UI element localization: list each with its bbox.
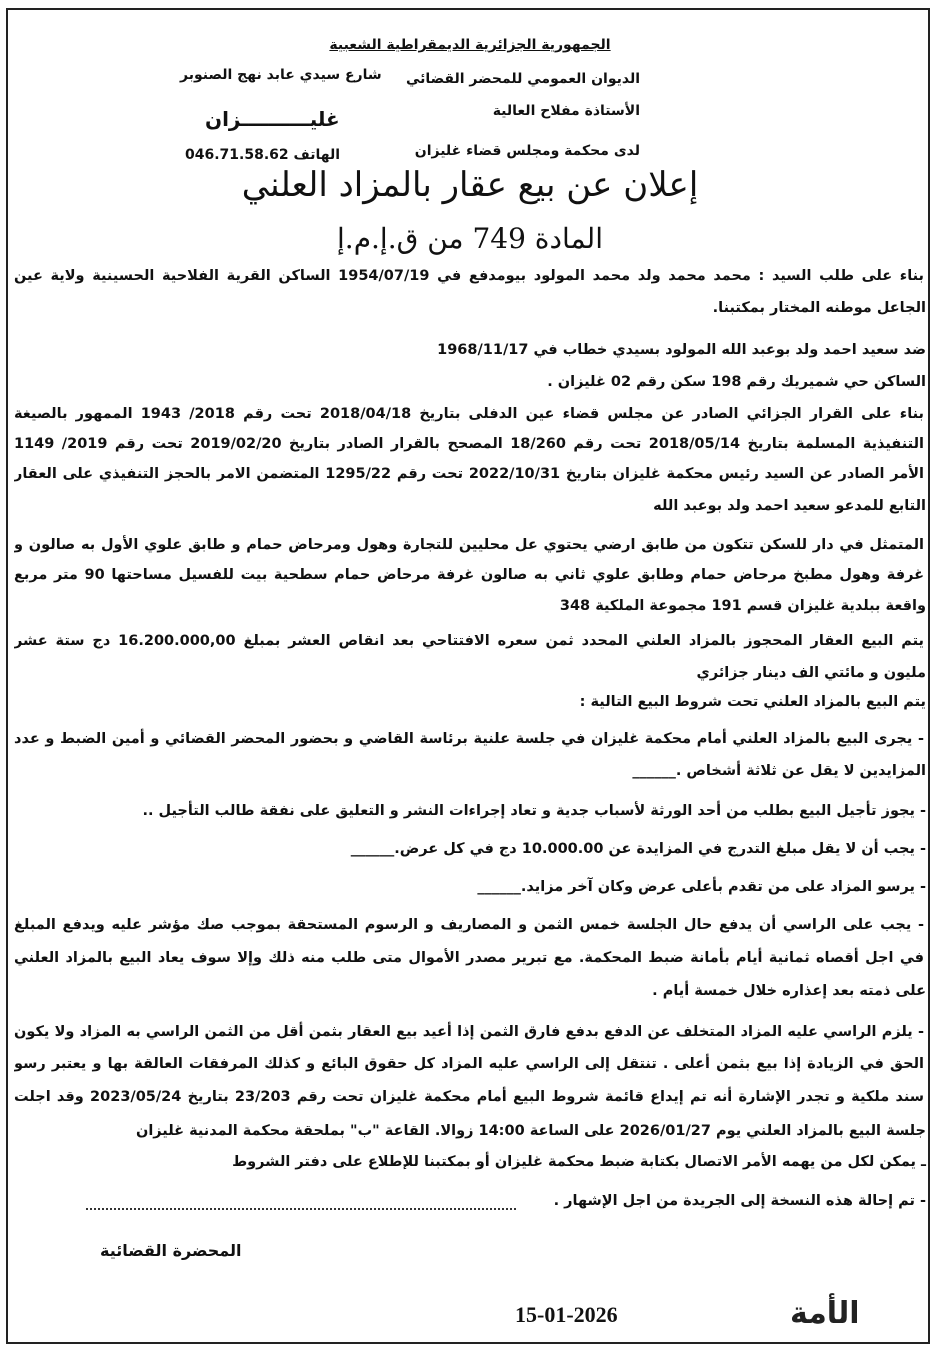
signature: المحضرة القضائية <box>100 1241 242 1260</box>
body-line: واقعة ببلدية غليزان قسم 191 مجموعة الملكية 348 <box>559 598 926 614</box>
body-line: المتمثل في دار للسكن تتكون من طابق ارضي يحتوي عل محليين للتجارة وهول ومرحاض حمام و طابق علوي الأول به صالون و <box>14 537 924 553</box>
body-line: سند ملكية و تجدر الإشارة أنه تم إيداع قائمة شروط البيع أمام محكمة غليزان تحت رقم 23/203 بتاريخ 2023/05/24 وقد اجلت <box>14 1089 924 1105</box>
body-line: الأمر الصادر عن السيد رئيس محكمة غليزان بتاريخ 2022/10/31 تحت رقم 1295/22 المتضمن الامر بالحجز التنفيذي على العقار <box>14 466 924 482</box>
notice-title: إعلان عن بيع عقار بالمزاد العلني <box>241 165 699 205</box>
body-line: - يرسو المزاد على من تقدم بأعلى عرض وكان آخر مزايد.______ <box>477 879 926 895</box>
body-line: بناء على القرار الجزائي الصادر عن مجلس قضاء عين الدفلى بتاريخ 2018/04/18 تحت رقم 2018/ 1943 الممهور بالصيغة <box>14 406 924 422</box>
body-line: التنفيذية المسلمة بتاريخ 2018/05/14 تحت رقم 18/260 المصحح بالقرار الصادر بتاريخ 2019/02/20 تحت رقم 2019/ 1149 <box>14 436 924 452</box>
body-line: على ذمته بعد إعذاره خلال خمسة أيام . <box>652 983 926 999</box>
office-line: الأستاذة مفلاح العالية <box>492 103 640 119</box>
phone-line: الهاتف 046.71.58.62 <box>185 147 340 163</box>
body-line: يتم البيع بالمزاد العلني تحت شروط البيع التالية : <box>579 694 926 710</box>
dotted-line <box>86 1208 516 1210</box>
body-line: - يجوز تأجيل البيع بطلب من أحد الورثة لأسباب جدية و تعاد إجراءات النشر و التعليق على نفقة طالب التأجيل .. <box>142 803 926 819</box>
body-line: جلسة البيع بالمزاد العلني يوم 2026/01/27 على الساعة 14:00 زوالا. القاعة "ب" بملحقة محكمة المدنية غليزان <box>135 1123 926 1139</box>
body-line: ضد سعيد احمد ولد بوعبد الله المولود بسيدي خطاب في 1968/11/17 <box>437 342 926 358</box>
notice-subtitle: المادة 749 من ق.إ.م.إ <box>337 222 603 255</box>
body-line: الحق في الزيادة إذا بيع بثمن أعلى . تنتقل إلى الراسي عليه المزاد كل حقوق البائع و كذلك المرفقات العالقة بها و يعتبر رسو <box>14 1056 924 1072</box>
body-line: - يلزم الراسي عليه المزاد المتخلف عن الدفع بدفع فارق الثمن إذا أعيد بيع العقار بثمن أقل من الثمن الراسي به المزاد ولا يكون <box>14 1024 924 1040</box>
newspaper-logo: الأمة <box>790 1296 860 1331</box>
body-line: في اجل أقصاه ثمانية أيام بأمانة ضبط المحكمة. مع تبرير مصدر الأموال متى طلب منه ذلك وإلا سوف يعاد البيع بالمزاد العلني <box>14 950 924 966</box>
body-line: غرفة وهول مطبخ مرحاض حمام وطابق علوي ثاني به صالون غرفة مرحاض حمام سطحية بيت للفسيل مساحتها 90 متر مربع <box>14 567 924 583</box>
office-line: الديوان العمومي للمحضر القضائي <box>405 71 640 87</box>
body-line: - تم إحالة هذه النسخة إلى الجريدة من اجل الإشهار . <box>553 1193 926 1209</box>
body-line: مليون و مائتي الف دينار جزائري <box>696 665 926 681</box>
body-line: - يجب على الراسي أن يدفع حال الجلسة خمس الثمن و المصاريف و الرسوم المستحقة بموجب صك مؤشر عليه ويدفع المبلغ <box>14 917 924 933</box>
body-line: - يجب أن لا يقل مبلغ التدرج في المزايدة عن 10.000.00 دج في كل عرض.______ <box>350 841 926 857</box>
body-line: يتم البيع العقار المحجوز بالمزاد العلني المحدد ثمن سعره الافتتاحي بعد انقاص العشر بمبلغ 16.200.000,00 دج ستة عشر <box>14 633 924 649</box>
body-line: بناء على طلب السيد : محمد محمد ولد محمد المولود بيومدفع في 1954/07/19 الساكن القرية الفلاحية الحسينية ولاية عين <box>14 268 924 284</box>
body-line: - يجرى البيع بالمزاد العلني أمام محكمة غليزان في جلسة علنية برئاسة القاضي و بحضور المحضر القضائي و أمين الضبط و عدد <box>14 731 924 747</box>
publication-date: 15-01-2026 <box>515 1302 618 1327</box>
body-line: الجاعل موطنه المختار بمكتبنا. <box>712 300 926 316</box>
republic-heading: الجمهورية الجزائرية الديمقراطية الشعبية <box>329 37 611 53</box>
address-line: شارع سيدي عابد نهج الصنوبر <box>180 67 382 83</box>
body-line: ـ يمكن لكل من يهمه الأمر الاتصال بكتابة ضبط محكمة غليزان أو بمكتبنا للإطلاع على دفتر الشروط <box>232 1154 926 1170</box>
address-line: غليــــــــــزان <box>205 107 340 131</box>
body-line: المزايدين لا يقل عن ثلاثة أشخاص .______ <box>632 763 926 779</box>
body-line: التابع للمدعو سعيد احمد ولد بوعبد الله <box>653 498 926 514</box>
body-line: الساكن حي شميريك رقم 198 سكن رقم 02 غليزان . <box>547 374 926 390</box>
office-line: لدى محكمة ومجلس قضاء غليزان <box>414 143 640 159</box>
